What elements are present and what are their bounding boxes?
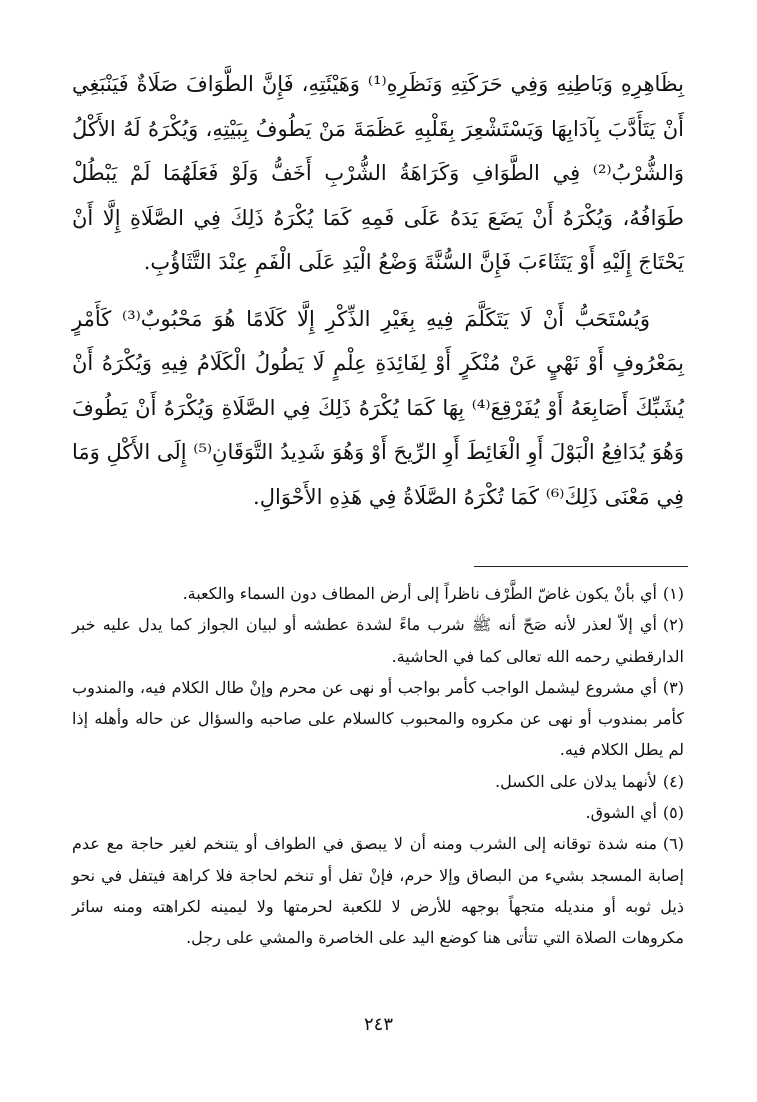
footnotes-section [72,578,684,954]
footnote-text: أي إلاّ لعذر لأنه صَحّ أنه ﷺ شرب ماءً لشدة عطشه أو لبيان الجواز كما يدل عليه خبر الدارقطني رحمه الله تعالى كما في الحاشية. [72,615,684,666]
main-paragraph: بِظَاهِرِهِ وَبَاطِنِهِ وَفِي حَرَكَتِهِ وَنَظَرِهِ⁽¹⁾ وَهَيْئَتِهِ، فَإِنَّ الطَّوَافَ صَلَاةٌ فَيَنْبَغِي أَنْ يَتَأَدَّبَ بِآدَابِهَا وَيَسْتَشْعِرَ بِقَلْبِهِ عَظَمَةَ مَنْ يَطُوفُ بِبَيْتِهِ، وَيُكْرَهُ لَهُ الأَكْلُ وَالشُّرْبُ⁽²⁾ فِي الطَّوَافِ وَكَرَاهَةُ الشُّرْبِ أَخَفُّ وَلَوْ فَعَلَهُمَا لَمْ يَبْطُلْ طَوَافُهُ، وَيُكْرَهُ أَنْ يَضَعَ يَدَهُ عَلَى فَمِهِ كَمَا يُكْرَهُ ذَلِكَ فِي الصَّلَاةِ إِلَّا أَنْ يَحْتَاجَ إِلَيْهِ أَوْ يَتَثَاءَبَ فَإِنَّ السُّنَّةَ وَضْعُ الْيَدِ عَلَى الْفَمِ عِنْدَ التَّثَاؤُبِ. [72,72,684,274]
footnote-number: (١) [662,584,684,603]
footnote-number: (٣) [662,677,684,697]
footnote-text: أي الشوق. [585,803,657,823]
footnote [72,672,684,766]
footnote-text: لأنهما يدلان على الكسل. [495,771,657,791]
footnote-text: أي مشروع ليشمل الواجب كأمر بواجب أو نهى عن محرم وإنْ طال الكلام فيه، والمندوب كأمر بمندوب أو نهى عن مكروه والمحبوب كالسلام على صاحبه والسؤال عن حاله وأهله إذا لم يطل الكلام فيه. [72,677,684,760]
footnote-text: منه شدة توقانه إلى الشرب ومنه أن لا يبصق في الطواف أو يتنخم لغير حاجة مع عدم إصابة المسجد بشيء من البصاق وإلا حرم، فإنْ تفل أو تنخم لحاجة فلا كراهة فيتفل في نحو ذيل ثوبه أو منديله متجهاً بوجهه للأرض لا للكعبة لحرمتها ولا ليمينه لكراهته ومنه سائر مكروهات الصلاة التي تتأتى هنا كوضع اليد على الخاصرة والمشي على رجل. [72,834,684,948]
page-number: ٢٤٣ [363,1014,393,1035]
footnote [72,609,684,672]
footnote-text: أي بأنْ يكون غاضّ الطَّرْف ناظراً إلى أرض المطاف دون السماء والكعبة. [182,584,657,603]
footnote [72,797,684,828]
main-text-body [72,62,684,519]
footnote-number: (٤) [662,771,684,791]
footnote-divider [474,566,688,567]
footnote-number: (٦) [662,834,684,854]
footnote [72,766,684,797]
footnote [72,828,684,953]
footnote-number: (٥) [662,803,684,823]
main-paragraph: وَيُسْتَحَبُّ أَنْ لَا يَتَكَلَّمَ فِيهِ بِغَيْرِ الذِّكْرِ إِلَّا كَلَامًا هُوَ مَحْبُوبٌ⁽³⁾ كَأَمْرٍ بِمَعْرُوفٍ أَوْ نَهْيٍ عَنْ مُنْكَرٍ أَوْ لِفَائِدَةِ عِلْمٍ لَا يَطُولُ الْكَلَامُ فِيهِ وَيُكْرَهُ أَنْ يُشَبِّكَ أَصَابِعَهُ أَوْ يُفَرْقِعَ⁽⁴⁾ بِهَا كَمَا يُكْرَهُ ذَلِكَ فِي الصَّلَاةِ وَيُكْرَهُ أَنْ يَطُوفَ وَهُوَ يُدَافِعُ الْبَوْلَ أَوِ الْغَائِطَ أَوِ الرِّيحَ أَوْ وَهُوَ شَدِيدُ التَّوَقَانِ⁽⁵⁾ إِلَى الأَكْلِ وَمَا فِي مَعْنَى ذَلِكَ⁽⁶⁾ كَمَا تُكْرَهُ الصَّلَاةُ فِي هَذِهِ الأَحْوَالِ. [72,306,685,509]
footnote [72,578,684,609]
footnote-number: (٢) [662,615,684,635]
